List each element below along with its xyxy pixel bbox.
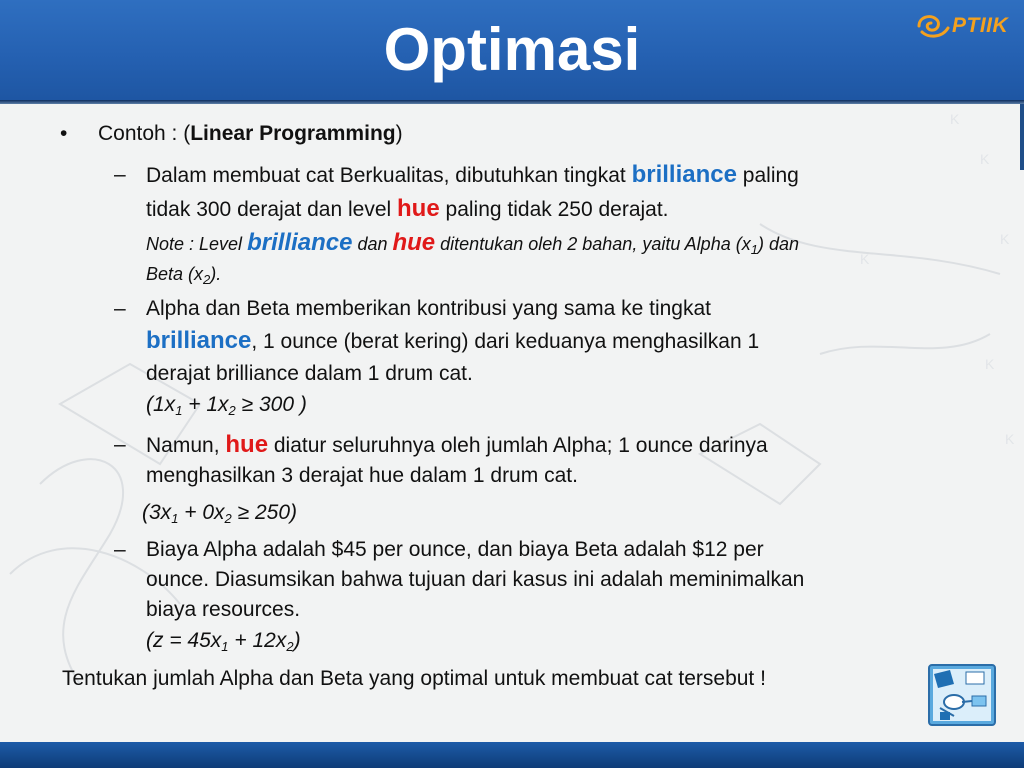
dash-marker-4: – [114,538,126,561]
item3-keyword-hue: hue [225,431,269,458]
keyword-brilliance: brilliance [631,161,737,188]
eq2-sub2: 2 [224,511,232,526]
svg-text:K: K [1005,431,1015,447]
item4-line1: Biaya Alpha adalah $45 per ounce, dan biaya Beta adalah $12 per [146,538,764,561]
hue-constraint-equation [142,500,297,526]
ptiik-logo-text: PTIIK [952,14,1009,37]
conclusion-text: Tentukan jumlah Alpha dan Beta yang optimal untuk membuat cat tersebut ! [62,667,766,690]
eq3-a: (z = 45x [146,629,222,652]
eq3-b: + 12x [228,629,287,652]
note-text-a: Note : Level [146,234,248,254]
item3-text-b: diatur seluruhnya oleh jumlah Alpha; 1 ounce darinya [268,434,768,457]
eq1-c: ≥ 300 ) [235,393,307,416]
item1-note-line1 [146,230,799,257]
ptiik-logo-icon [916,12,954,40]
eq1-a: (1x [146,393,176,416]
intro-topic: Linear Programming [190,122,396,145]
eq3-sub2: 2 [286,639,294,654]
brilliance-constraint-equation [146,392,307,418]
svg-text:K: K [985,356,995,372]
item3-line1 [146,432,768,459]
note-keyword-brilliance: brilliance [247,229,353,256]
item4-line2: ounce. Diasumsikan bahwa tujuan dari kasus ini adalah meminimalkan [146,568,805,591]
eq1-b: + 1x [182,393,229,416]
eq1-sub1: 1 [175,403,183,418]
bullet-marker: • [60,122,68,145]
eq2-a: (3x [142,501,172,524]
item2-line3: derajat brilliance dalam 1 drum cat. [146,362,473,385]
item3-line2: menghasilkan 3 derajat hue dalam 1 drum cat. [146,464,578,487]
svg-text:K: K [860,251,870,267]
eq3-sub1: 1 [221,639,229,654]
eq3-c: ) [293,629,301,652]
objective-function-equation [146,628,301,654]
eq2-b: + 0x [178,501,225,524]
right-edge-accent [1020,104,1024,170]
intro-suffix: ) [395,122,403,145]
note2-subscript: 2 [203,272,211,287]
dash-marker-3: – [114,433,126,456]
item2-keyword-brilliance: brilliance [146,327,252,354]
keyword-hue: hue [397,195,440,222]
note-subscript-1: 1 [750,242,758,257]
intro-prefix: Contoh : ( [98,122,191,145]
note-text-d: ) dan [757,234,799,254]
intro-line [98,121,403,147]
note-text-b: dan [352,234,393,254]
dash-marker-2: – [114,297,126,320]
ptiik-logo [916,12,1016,40]
slide-title: Optimasi [383,16,641,83]
item3-text-a: Namun, [146,434,226,457]
svg-text:K: K [1000,231,1010,247]
item1-line2 [146,196,669,223]
item2-line2 [146,328,759,355]
item2-line1: Alpha dan Beta memberikan kontribusi yang sama ke tingkat [146,297,711,320]
note2-text-a: Beta (x [146,264,204,284]
item2-text-b: , 1 ounce (berat kering) dari keduanya menghasilkan 1 [251,330,760,353]
item1-line1 [146,162,799,189]
eq2-c: ≥ 250) [231,501,298,524]
item4-line3: biaya resources. [146,598,301,621]
eq1-sub2: 2 [228,403,236,418]
dash-marker-1: – [114,163,126,186]
item1-note-line2 [146,261,221,287]
item1-text-a: Dalam membuat cat Berkualitas, dibutuhkan tingkat [146,164,632,187]
item1-text-d: paling tidak 250 derajat. [439,198,669,221]
svg-text:K: K [980,151,990,167]
eq2-sub1: 1 [171,511,179,526]
svg-text:K: K [950,111,960,127]
footer-bar [0,742,1024,768]
item1-text-c: tidak 300 derajat dan level [146,198,398,221]
item1-text-b: paling [736,164,799,187]
note-keyword-hue: hue [392,229,436,256]
note2-text-b: ). [210,264,222,284]
diagram-clipart [928,664,996,726]
diagram-clipart-icon [928,664,996,726]
note-text-c: ditentukan oleh 2 bahan, yaitu Alpha (x [435,234,751,254]
